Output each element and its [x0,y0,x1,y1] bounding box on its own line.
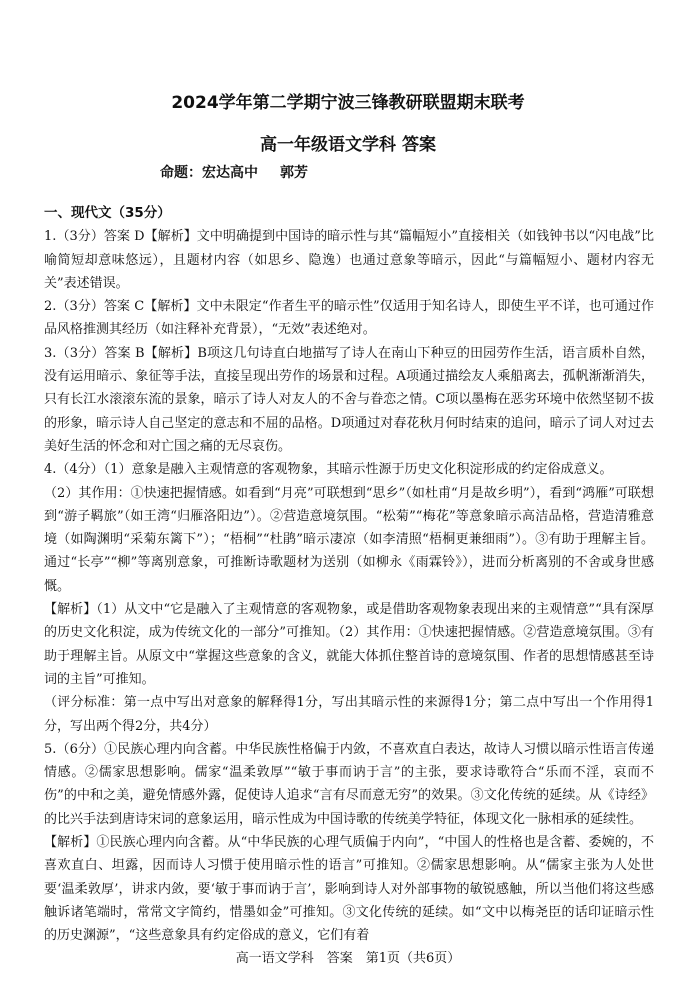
paragraph-q5-analysis: 【解析】①民族心理内向含蓄。从“中华民族的心理气质偏于内向”，“中国人的性格也是含蓄、委婉的，不喜欢直白、坦露，因而诗人习惯于使用暗示性的语言”可推知。②儒家思想影响。从“儒家主张为人处世要‘温柔敦厚’，讲求内敛，要‘敏于事而讷于言’，影响到诗人对外部事物的敏锐感触，所以当他们将这些感触诉诸笔端时，常常文字简约，惜墨如金”可推知。③文化传统的延续。如“文中以梅尧臣的话印证暗示性的历史渊源”，“这些意象具有约定俗成的意义，它们有着 [44,835,654,944]
section-heading: 一、现代文（35分） [44,205,171,221]
answer-content [44,202,654,948]
author-line [160,162,308,182]
paragraph-q3: 3.（3分）答案 B【解析】B项这几句诗直白地描写了诗人在南山下种豆的田园劳作生活，语言质朴自然，没有运用暗示、象征等手法，直接呈现出劳作的场景和过程。A项通过描绘友人乘船离去，孤帆渐渐消失，只有长江水滚滚东流的景象，暗示了诗人对友人的不舍与眷恋之情。C项以墨梅在恶劣环境中依然坚韧不拔的形象，暗示诗人自己坚定的意志和不屈的品格。D项通过对春花秋月何时结束的追问，暗示了词人对过去美好生活的怀念和对亡国之痛的无尽哀伤。 [44,345,654,454]
author-name: 郭芳 [280,165,308,181]
paragraph-q4-scoring: （评分标准：第一点中写出对意象的解释得1分，写出其暗示性的来源得1分；第二点中写出一个作用得1分，写出两个得2分，共4分） [44,695,654,734]
paragraph-q2: 2.（3分）答案 C【解析】文中未限定“作者生平的暗示性”仅适用于知名诗人，即使生平不详，也可通过作品风格推测其经历（如注释补充背景），“无效”表述绝对。 [44,299,654,338]
exam-subtitle: 高一年级语文学科 答案 [260,135,436,155]
exam-title: 2024学年第二学期宁波三锋教研联盟期末联考 [171,93,525,113]
paragraph-q5: 5.（6分）①民族心理内向含蓄。中华民族性格偏于内敛，不喜欢直白表达，故诗人习惯以暗示性语言传递情感。②儒家思想影响。儒家“温柔敦厚”“敏于事而讷于言”的主张，要求诗歌符合“乐而不淫，哀而不伤”的中和之美，避免情感外露，促使诗人追求“言有尽而意无穷”的效果。③文化传统的延续。从《诗经》的比兴手法到唐诗宋词的意象运用，暗示性成为中国诗歌的传统美学特征，体现文化一脉相承的延续性。 [44,741,654,827]
paragraph-q4-part2: （2）其作用：①快速把握情感。如看到“月亮”可联想到“思乡”（如杜甫“月是故乡明”），看到“鸿雁”可联想到“游子羁旅”（如王湾“归雁洛阳边”）。②营造意境氛围。“松菊”“梅花”等意象暗示高洁品格，营造清雅意境（如陶渊明“采菊东篱下”）；“梧桐”“杜鹃”暗示凄凉（如李清照“梧桐更兼细雨”）。③有助于理解主旨。通过“长亭”“柳”等离别意象，可推断诗歌题材为送别（如柳永《雨霖铃》），进而分析离别的不舍或身世感慨。 [44,485,654,594]
paragraph-q4-part1: 4.（4分）（1）意象是融入主观情意的客观物象，其暗示性源于历史文化积淀形成的约定俗成意义。 [44,462,613,478]
author-label: 命题：宏达高中 [160,165,258,181]
paragraph-q4-analysis: 【解析】（1）从文中“它是融入了主观情意的客观物象，或是借助客观物象表现出来的主观情意”“具有深厚的历史文化积淀，成为传统文化的一部分”可推知。（2）其作用：①快速把握情感。②营造意境氛围。③有助于理解主旨。从原文中“掌握这些意象的含义，就能大体抓住整首诗的意境氛围、作者的思想情感甚至诗词的主旨”可推知。 [44,602,654,687]
page-footer: 高一语文学科 答案 第1页（共6页） [235,951,461,966]
paragraph-q1: 1.（3分）答案 D【解析】文中明确提到中国诗的暗示性与其“篇幅短小”直接相关（如钱钟书以“闪电战”比喻简短却意味悠远），且题材内容（如思乡、隐逸）也通过意象等暗示，因此“与篇幅短小、题材内容无关”表述错误。 [44,229,654,291]
